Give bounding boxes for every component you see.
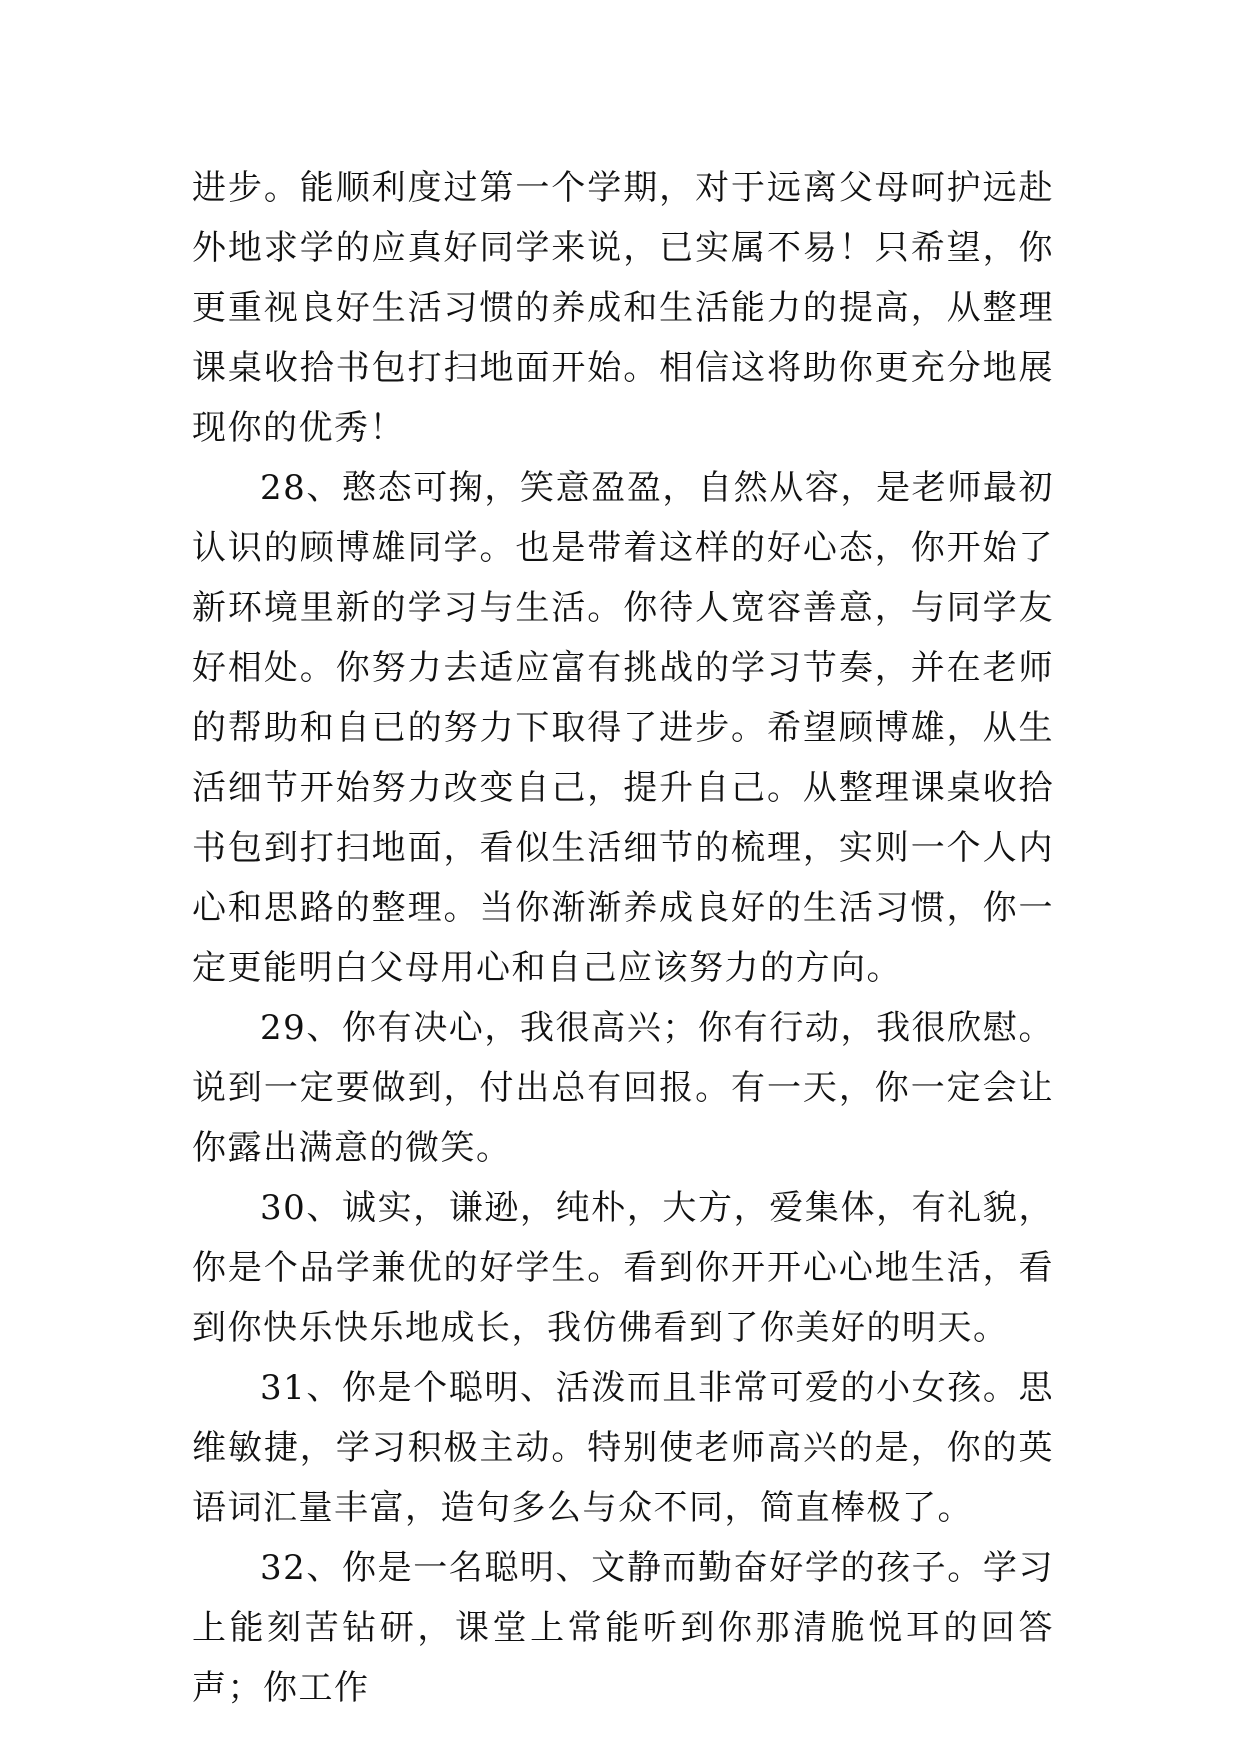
paragraph-continuation: 进步。能顺利度过第一个学期，对于远离父母呵护远赴外地求学的应真好同学来说，已实属不易！只希望，你更重视良好生活习惯的养成和生活能力的提高，从整理课桌收拾书包打扫地面开始。相信这将助你更充分地展现你的优秀！ xyxy=(192,168,1054,448)
paragraph-31: 31、你是个聪明、活泼而且非常可爱的小女孩。思维敏捷，学习积极主动。特别使老师高兴的是，你的英语词汇量丰富，造句多么与众不同，简直棒极了。 xyxy=(192,1368,1054,1528)
paragraph-32: 32、你是一名聪明、文静而勤奋好学的孩子。学习上能刻苦钻研，课堂上常能听到你那清脆悦耳的回答声；你工作 xyxy=(192,1548,1054,1708)
paragraph-29: 29、你有决心，我很高兴；你有行动，我很欣慰。说到一定要做到，付出总有回报。有一天，你一定会让你露出满意的微笑。 xyxy=(192,1008,1054,1168)
paragraph-28: 28、憨态可掬，笑意盈盈，自然从容，是老师最初认识的顾博雄同学。也是带着这样的好心态，你开始了新环境里新的学习与生活。你待人宽容善意，与同学友好相处。你努力去适应富有挑战的学习节奏，并在老师的帮助和自已的努力下取得了进步。希望顾博雄，从生活细节开始努力改变自己，提升自己。从整理课桌收拾书包到打扫地面，看似生活细节的梳理，实则一个人内心和思路的整理。当你渐渐养成良好的生活习惯，你一定更能明白父母用心和自己应该努力的方向。 xyxy=(192,468,1054,988)
document-page xyxy=(192,158,1054,1718)
paragraph-30: 30、诚实，谦逊，纯朴，大方，爱集体，有礼貌，你是个品学兼优的好学生。看到你开开心心地生活，看到你快乐快乐地成长，我仿佛看到了你美好的明天。 xyxy=(192,1188,1054,1348)
